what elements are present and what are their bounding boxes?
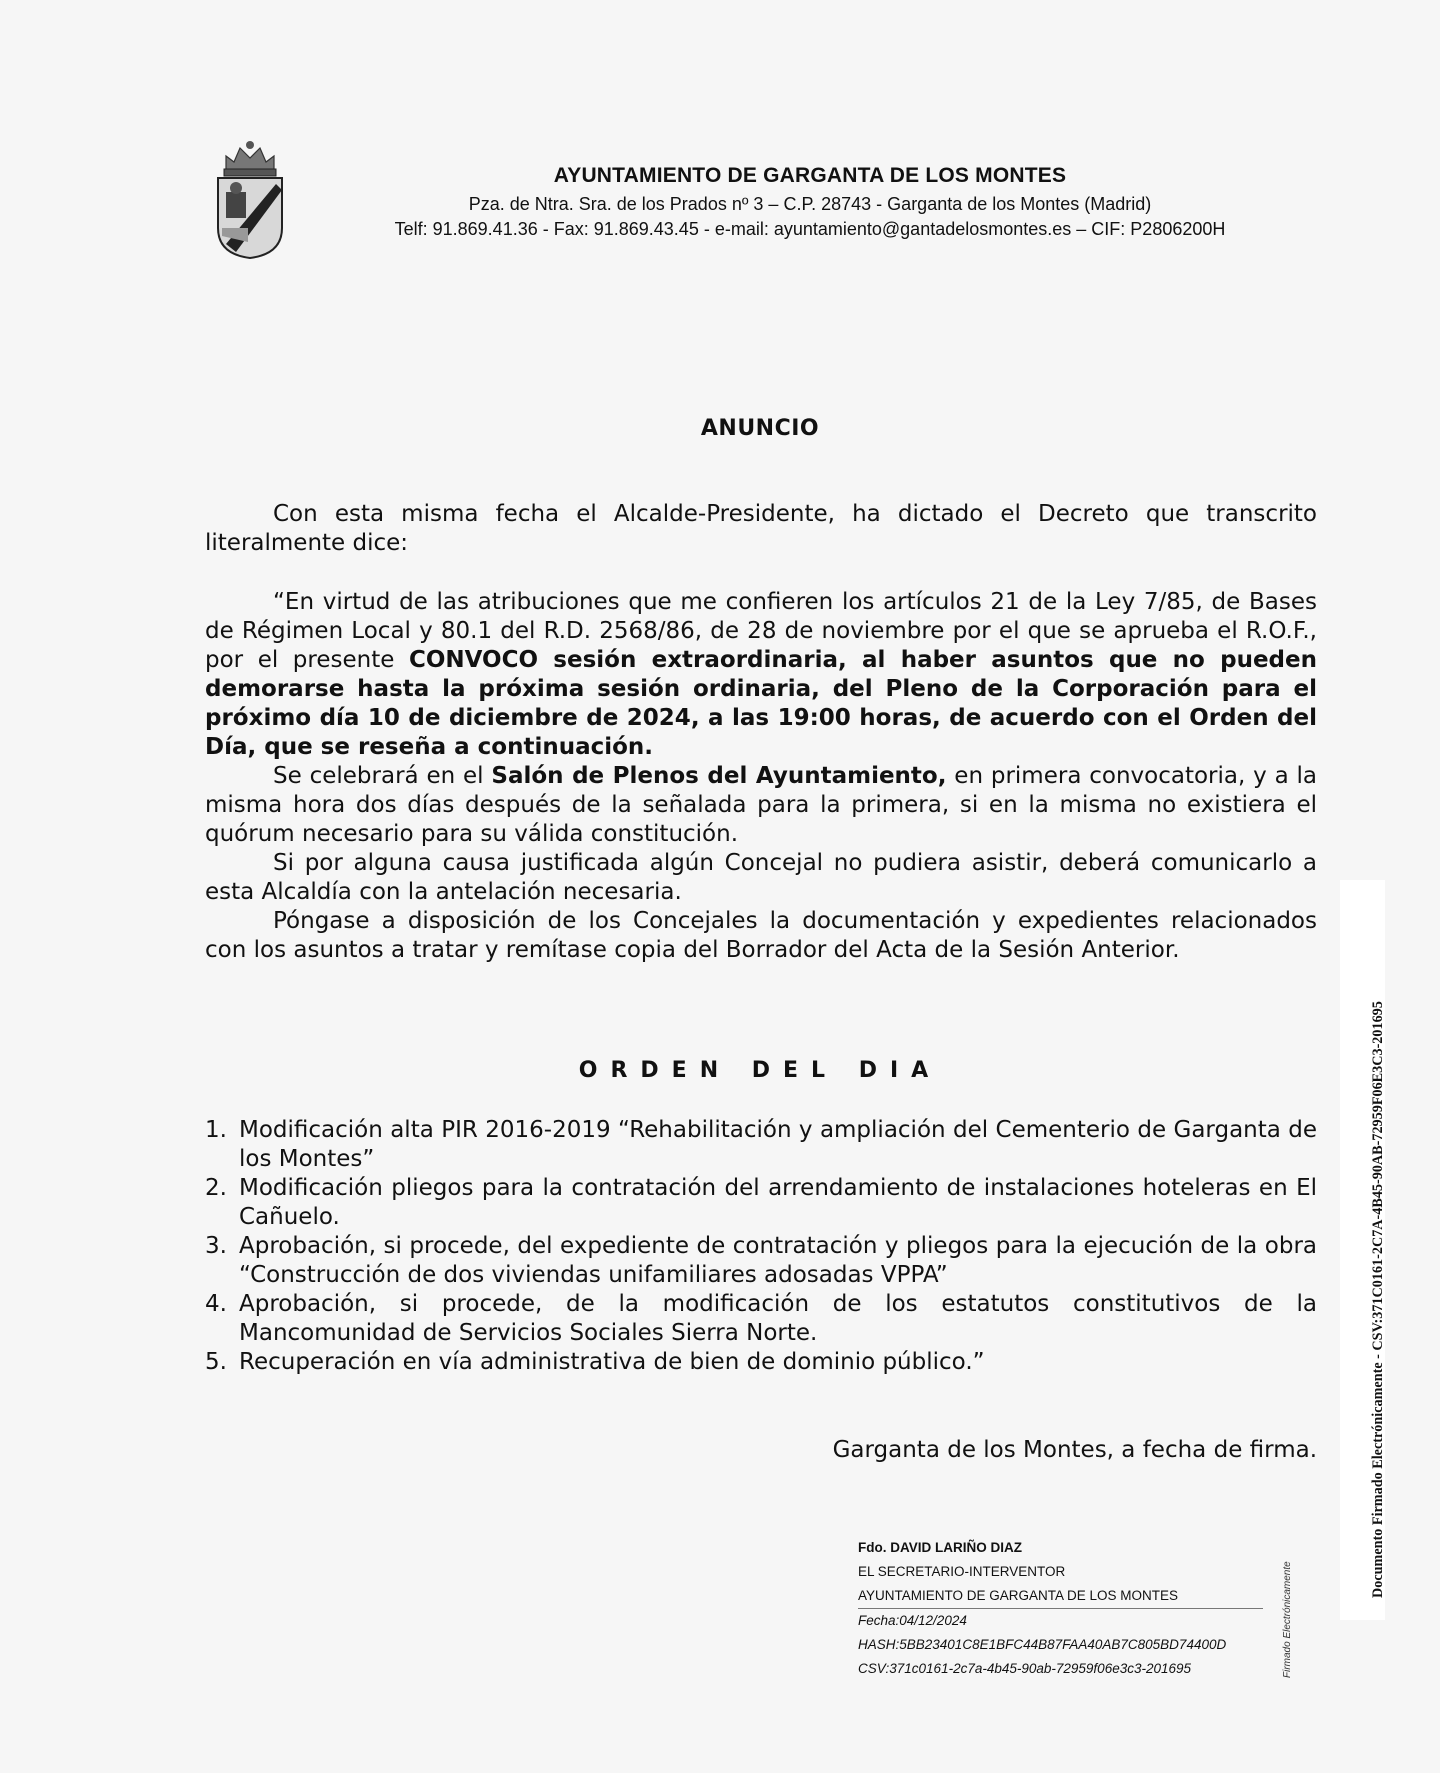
coat-of-arms-icon xyxy=(212,136,288,260)
paragraph-decree xyxy=(205,588,1317,762)
agenda-item xyxy=(205,1348,1317,1377)
agenda-item xyxy=(205,1116,1317,1174)
agenda-item-text: Aprobación, si procede, de la modificación de los estatutos constitutivos de la Mancomunidad de Servicios Sociales Sierra Norte. xyxy=(239,1291,1317,1346)
paragraph-documentation: Póngase a disposición de los Concejales la documentación y expedientes relacionados con los asuntos a tratar y remítase copia del Borrador del Acta de la Sesión Anterior. xyxy=(205,908,1317,963)
agenda-title: ORDEN DEL DIA xyxy=(578,1058,942,1083)
signer-role: EL SECRETARIO-INTERVENTOR xyxy=(858,1564,1066,1579)
letterhead-title: AYUNTAMIENTO DE GARGANTA DE LOS MONTES xyxy=(553,164,1067,187)
signature-csv: CSV:371c0161-2c7a-4b45-90ab-72959f06e3c3-201695 xyxy=(858,1661,1192,1676)
letterhead xyxy=(320,164,1300,240)
agenda-item-number: 1. xyxy=(205,1117,227,1143)
paragraph-intro: Con esta misma fecha el Alcalde-Presidente, ha dictado el Decreto que transcrito literalmente dice: xyxy=(205,501,1317,556)
signature-vertical-text: Firmado Electrónicamente xyxy=(1282,1561,1293,1678)
agenda-item-text: Aprobación, si procede, del expediente de contratación y pliegos para la ejecución de la obra “Construcción de dos viviendas unifamiliares adosadas VPPA” xyxy=(239,1233,1317,1288)
letterhead-contact: Telf: 91.869.41.36 - Fax: 91.869.43.45 - e-mail: ayuntamiento@gantadelosmontes.es – CIF: P2806200H xyxy=(394,219,1226,239)
venue-text-start: Se celebrará en el xyxy=(273,763,492,789)
agenda-item-text: Recuperación en vía administrativa de bien de dominio público.” xyxy=(239,1349,985,1375)
signature-vertical-label xyxy=(1282,1548,1296,1678)
agenda-item xyxy=(205,1290,1317,1348)
signature-date: Fecha:04/12/2024 xyxy=(858,1613,967,1628)
agenda-item-number: 5. xyxy=(205,1349,227,1375)
agenda-item-text: Modificación alta PIR 2016-2019 “Rehabilitación y ampliación del Cementerio de Garganta de los Montes” xyxy=(239,1117,1317,1172)
document-title: ANUNCIO xyxy=(700,416,820,441)
agenda-item xyxy=(205,1174,1317,1232)
margin-stamp: Documento Firmado Electrónicamente - CSV:371C0161-2C7A-4B45-90AB-72959F06E3C3-201695 xyxy=(1370,1001,1386,1598)
decree-text: “En virtud de las atribuciones que me confieren los artículos 21 de la Ley 7/85, de Bases de Régimen Local y 80.1 del R.D. 2568/86, de 28 de noviembre por el que se aprueba el R.O.F., por el presente xyxy=(205,589,1317,673)
signature-hash: HASH:5BB23401C8E1BFC44B87FAA40AB7C805BD74400D xyxy=(858,1637,1227,1652)
agenda-item-text: Modificación pliegos para la contratación del arrendamiento de instalaciones hoteleras en El Cañuelo. xyxy=(239,1175,1317,1230)
venue-bold-text: Salón de Plenos del Ayuntamiento, xyxy=(491,763,947,789)
agenda-list xyxy=(205,1116,1317,1377)
agenda-item xyxy=(205,1232,1317,1290)
agenda-item-number: 3. xyxy=(205,1233,227,1259)
paragraph-venue xyxy=(205,762,1317,849)
signer-name: Fdo. DAVID LARIÑO DIAZ xyxy=(858,1540,1022,1555)
decree-bold-text: CONVOCO sesión extraordinaria, al haber asuntos que no pueden demorarse hasta la próxima sesión ordinaria, del Pleno de la Corporación para el próximo día 10 de diciembre de 2024, a las 19:00 horas, de acuerdo con el Orden del Día, que se reseña a continuación. xyxy=(205,647,1317,760)
agenda-item-number: 4. xyxy=(205,1291,227,1317)
letterhead-address: Pza. de Ntra. Sra. de los Prados nº 3 – C.P. 28743 - Garganta de los Montes (Madrid) xyxy=(468,194,1152,214)
document-body xyxy=(205,500,1317,965)
venue-text-end: en primera convocatoria, y a la misma hora dos días después de la señalada para la primera, si en la misma no existiera el quórum necesario para su válida constitución. xyxy=(205,763,1317,847)
paragraph-absence: Si por alguna causa justificada algún Concejal no pudiera asistir, deberá comunicarlo a esta Alcaldía con la antelación necesaria. xyxy=(205,850,1317,905)
signature-block xyxy=(858,1536,1263,1681)
agenda-item-number: 2. xyxy=(205,1175,227,1201)
place-and-date: Garganta de los Montes, a fecha de firma. xyxy=(832,1437,1317,1463)
signer-organization: AYUNTAMIENTO DE GARGANTA DE LOS MONTES xyxy=(858,1584,1263,1609)
